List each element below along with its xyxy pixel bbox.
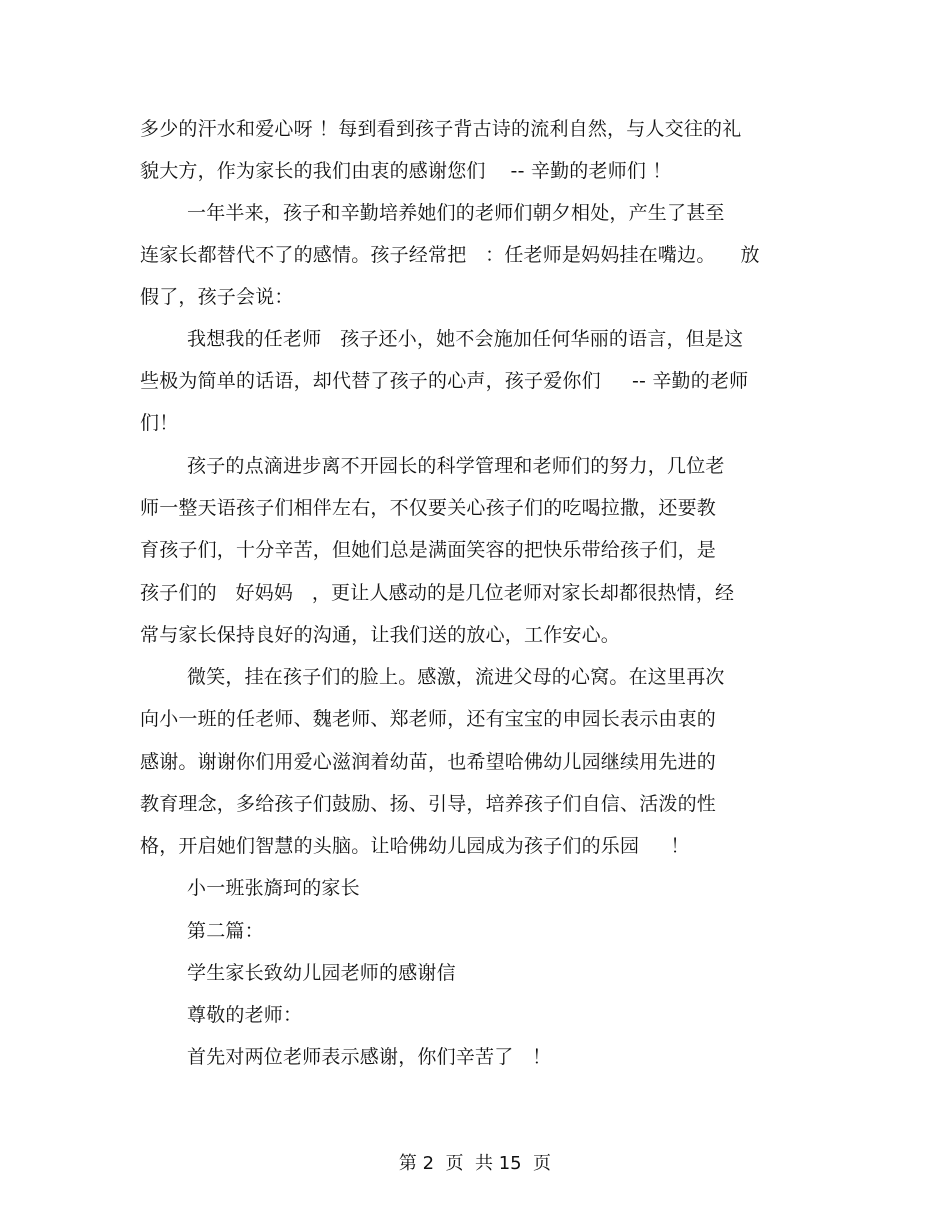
paragraph-line: 们！ — [140, 412, 179, 434]
paragraph-line: 连家长都替代不了的感情。孩子经常把 ：任老师是妈妈挂在嘴边。 放 — [140, 244, 760, 266]
section-heading: 第二篇： — [187, 920, 264, 942]
paragraph-line: 一年半来，孩子和辛勤培养她们的老师们朝夕相处，产生了甚至 — [187, 202, 725, 224]
page-number-footer: 第 2 页 共 15 页 — [398, 1153, 552, 1174]
paragraph-line: 向小一班的任老师、魏老师、郑老师，还有宝宝的申园长表示由衷的 — [140, 708, 717, 730]
paragraph-line: 微笑，挂在孩子们的脸上。感激，流进父母的心窝。在这里再次 — [187, 666, 725, 688]
signature-line: 小一班张旖珂的家长 — [187, 877, 360, 899]
paragraph-line: 首先对两位老师表示感谢，你们辛苦了 ！ — [187, 1046, 552, 1068]
salutation: 尊敬的老师： — [187, 1004, 303, 1026]
paragraph-line: 格，开启她们智慧的头脑。让哈佛幼儿园成为孩子们的乐园 ！ — [140, 835, 690, 857]
paragraph-line: 多少的汗水和爱心呀 ！每到看到孩子背古诗的流利自然，与人交往的礼 — [140, 118, 742, 140]
letter-title: 学生家长致幼儿园老师的感谢信 — [187, 962, 456, 984]
paragraph-line: 些极为简单的话语，却代替了孩子的心声，孩子爱你们 -- 辛勤的老师 — [140, 370, 749, 392]
paragraph-line: 育孩子们，十分辛苦，但她们总是满面笑容的把快乐带给孩子们，是 — [140, 539, 717, 561]
paragraph-line: 貌大方，作为家长的我们由衷的感谢您们 -- 辛勤的老师们 ！ — [140, 160, 672, 182]
paragraph-line: 师一整天语孩子们相伴左右，不仅要关心孩子们的吃喝拉撒，还要教 — [140, 497, 717, 519]
paragraph-line: 孩子的点滴进步离不开园长的科学管理和老师们的努力，几位老 — [187, 455, 725, 477]
paragraph-line: 常与家长保持良好的沟通，让我们送的放心，工作安心。 — [140, 624, 621, 646]
paragraph-line: 教育理念，多给孩子们鼓励、扬、引导，培养孩子们自信、活泼的性 — [140, 793, 717, 815]
paragraph-line: 孩子们的 好妈妈 ，更让人感动的是几位老师对家长却都很热情，经 — [140, 582, 735, 604]
paragraph-line: 感谢。谢谢你们用爱心滋润着幼苗，也希望哈佛幼儿园继续用先进的 — [140, 751, 717, 773]
paragraph-line: 假了，孩子会说： — [140, 286, 294, 308]
paragraph-line: 我想我的任老师 孩子还小，她不会施加任何华丽的语言，但是这 — [187, 328, 744, 350]
